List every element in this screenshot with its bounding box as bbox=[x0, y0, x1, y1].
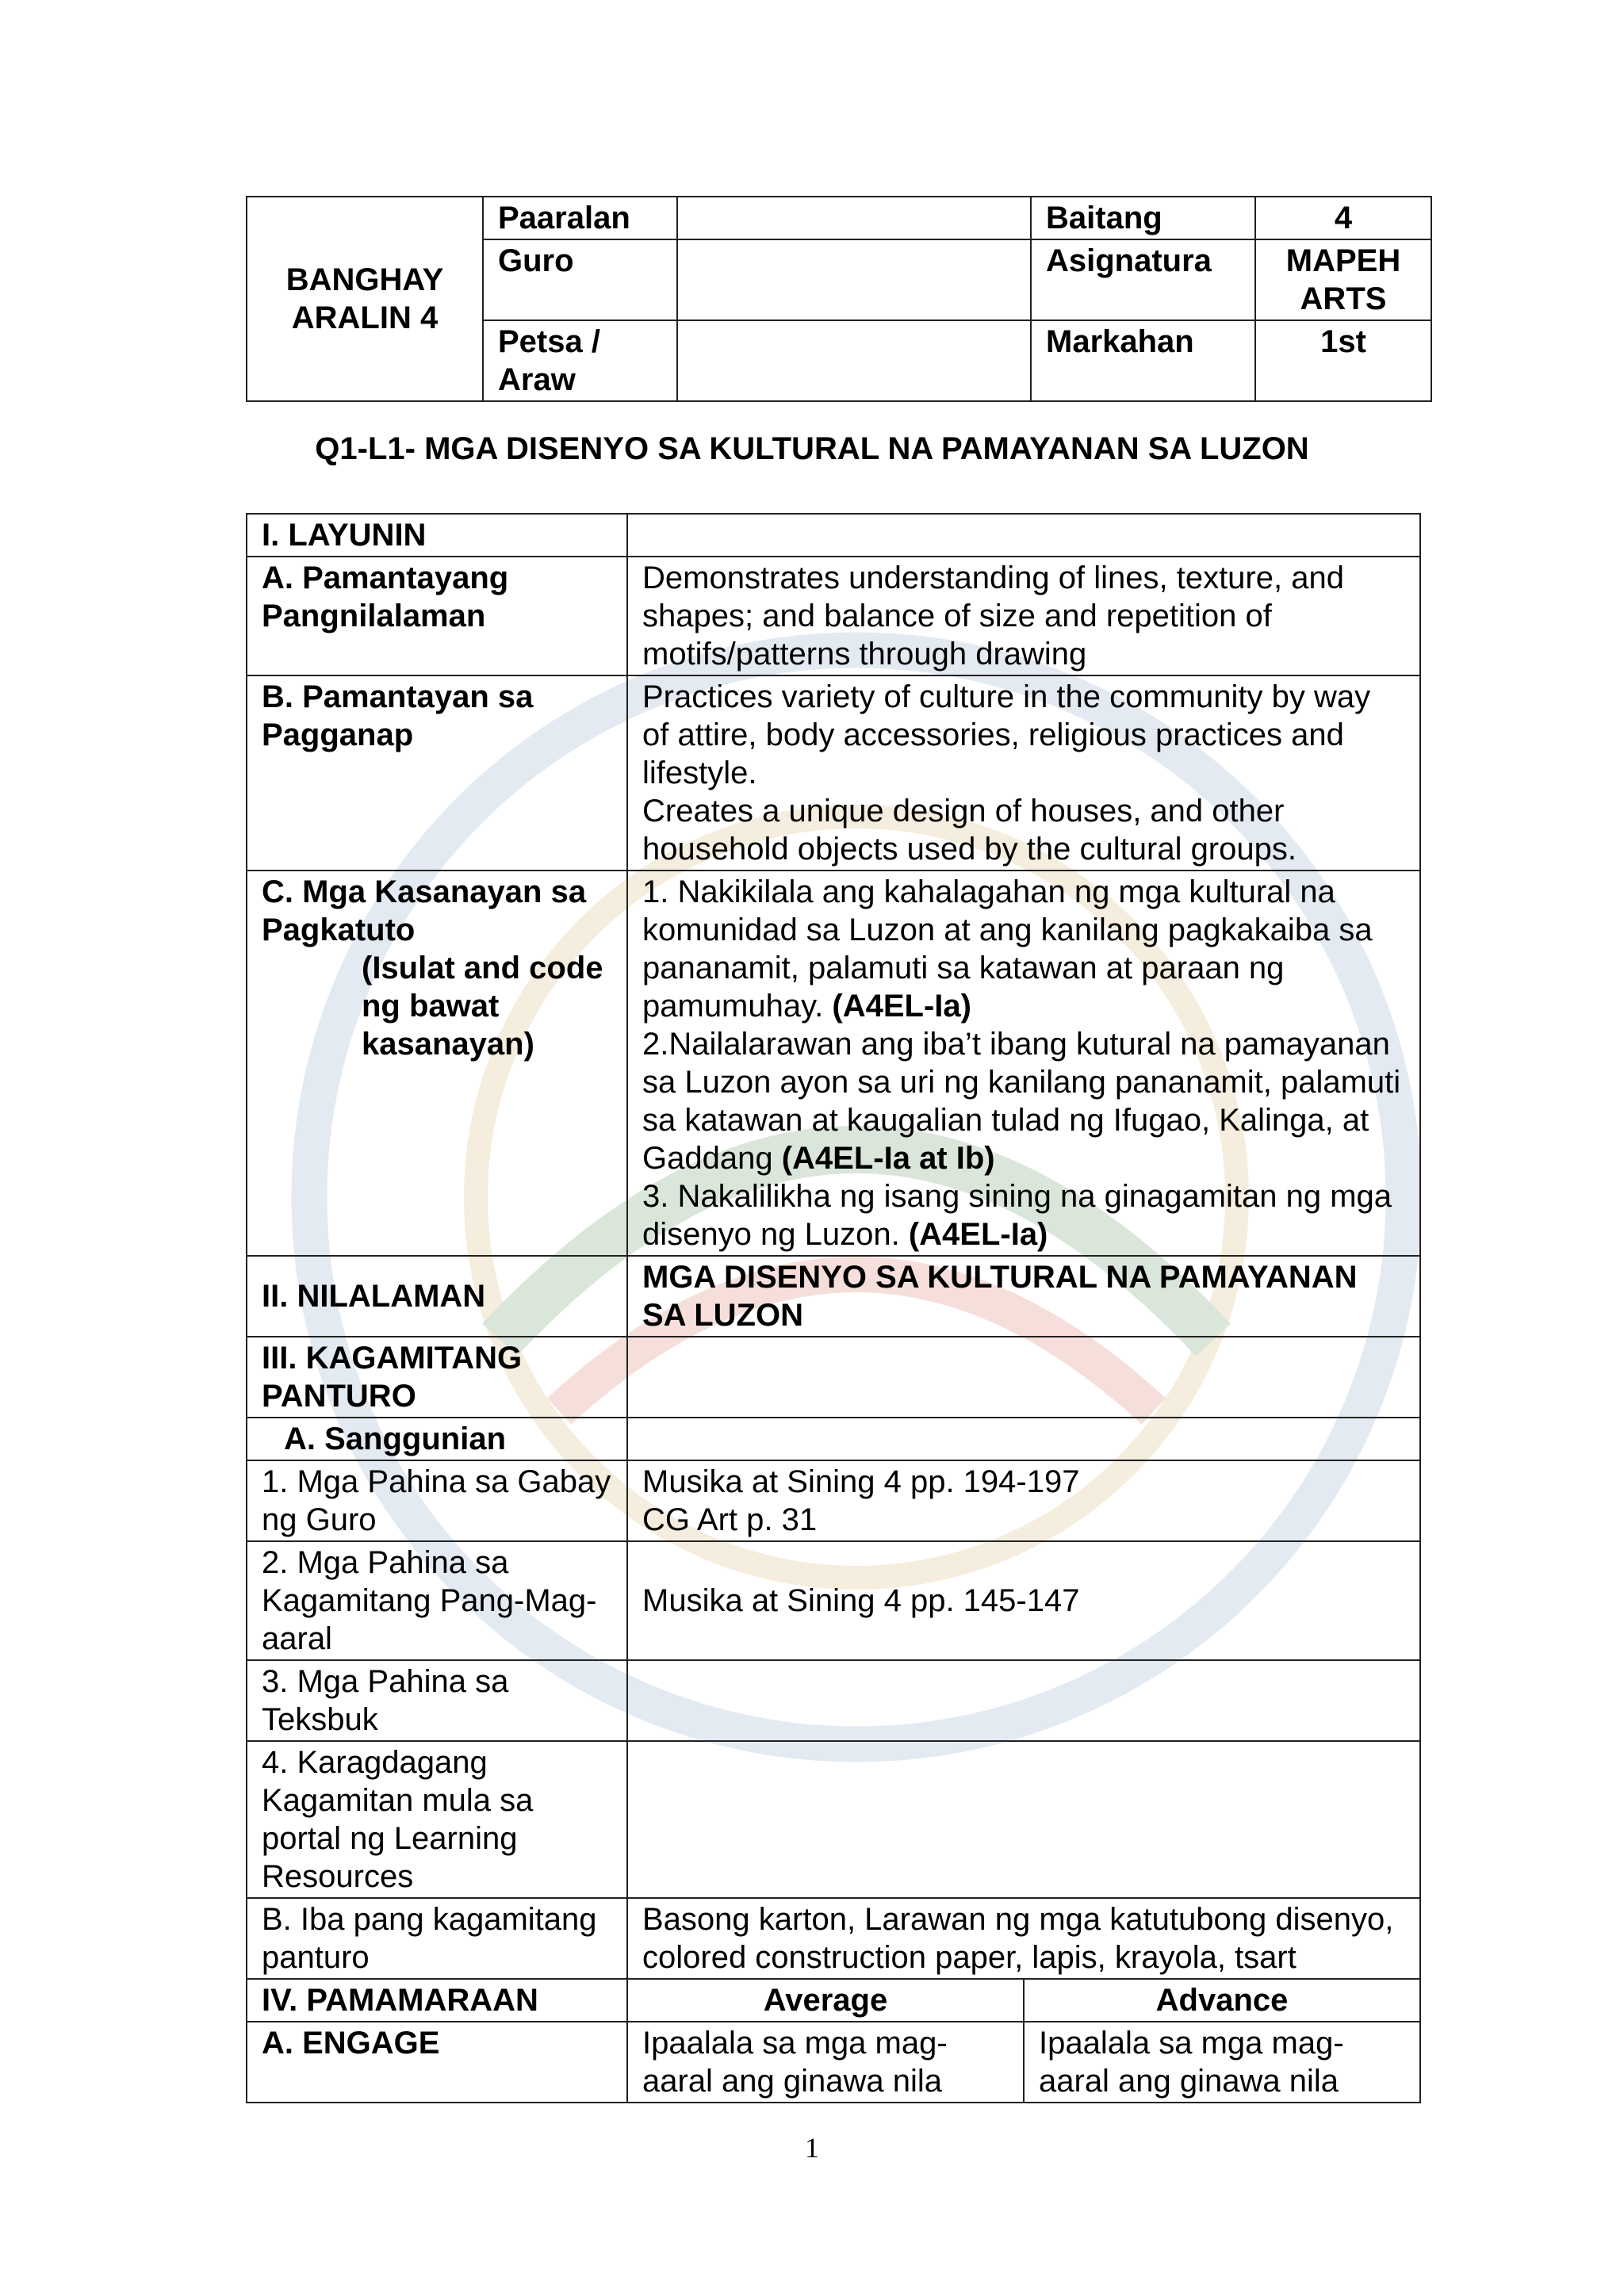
teksbuk-value bbox=[627, 1660, 1420, 1741]
grade-value: 4 bbox=[1255, 197, 1431, 239]
kasanayan-label bbox=[247, 871, 627, 1256]
kasanayan-item-1-text: 1. Nakikilala ang kahalagahan ng mga kultural na komunidad sa Luzon at ang kanilang pagkakaiba sa pananamit, palamuti sa katawan at paraan ng pamumuhay. bbox=[642, 874, 1373, 1024]
quarter-label: Markahan bbox=[1031, 320, 1255, 401]
pamantayan-sa-pagganap-text bbox=[627, 675, 1420, 871]
subject-label: Asignatura bbox=[1031, 239, 1255, 320]
kasanayan-item-1-code: (A4EL-Ia) bbox=[832, 989, 971, 1024]
pamantayang-pangnilalaman-text: Demonstrates understanding of lines, texture, and shapes; and balance of size and repetition of motifs/patterns through drawing bbox=[627, 557, 1420, 675]
lesson-plan-title: BANGHAY ARALIN 4 bbox=[247, 197, 483, 401]
kasanayan-item-2 bbox=[642, 1025, 1405, 1177]
quarter-value: 1st bbox=[1255, 320, 1431, 401]
page-number: 1 bbox=[805, 2132, 819, 2164]
average-column-header: Average bbox=[627, 1979, 1024, 2022]
kagamitang-pang-mag-aaral-label: 2. Mga Pahina sa Kagamitang Pang-Mag-aaral bbox=[247, 1541, 627, 1660]
kasanayan-label-main: C. Mga Kasanayan sa Pagkatuto bbox=[262, 874, 587, 947]
teacher-label: Guro bbox=[483, 239, 677, 320]
teksbuk-label: 3. Mga Pahina sa Teksbuk bbox=[247, 1660, 627, 1741]
gabay-ng-guro-value-1: Musika at Sining 4 pp. 194-197 bbox=[642, 1464, 1080, 1499]
learning-resources-value bbox=[627, 1741, 1420, 1898]
teacher-field[interactable] bbox=[677, 239, 1031, 320]
gabay-ng-guro-value-2: CG Art p. 31 bbox=[642, 1502, 818, 1537]
iba-pang-kagamitan-value: Basong karton, Larawan ng mga katutubong disenyo, colored construction paper, lapis, krayola, tsart bbox=[627, 1898, 1420, 1979]
kagamitang-pang-mag-aaral-value: Musika at Sining 4 pp. 145-147 bbox=[627, 1541, 1420, 1660]
kasanayan-item-1 bbox=[642, 873, 1405, 1025]
pamantayang-pangnilalaman-label: A. Pamantayang Pangnilalaman bbox=[247, 557, 627, 675]
kagamitang-panturo-heading: III. KAGAMITANG PANTURO bbox=[247, 1337, 627, 1418]
pagganap-text-1: Practices variety of culture in the community by way of attire, body accessories, religious practices and lifestyle. bbox=[642, 679, 1371, 790]
advance-column-header: Advance bbox=[1024, 1979, 1420, 2022]
date-label: Petsa / Araw bbox=[483, 320, 677, 401]
nilalaman-heading: II. NILALAMAN bbox=[247, 1256, 627, 1337]
layunin-value bbox=[627, 514, 1420, 557]
iba-pang-kagamitan-label: B. Iba pang kagamitang panturo bbox=[247, 1898, 627, 1979]
engage-label: A. ENGAGE bbox=[247, 2022, 627, 2103]
subject-value: MAPEH ARTS bbox=[1255, 239, 1431, 320]
pamamaraan-heading: IV. PAMAMARAAN bbox=[247, 1979, 627, 2022]
kasanayan-item-2-text: 2.Nailalarawan ang iba’t ibang kutural na pamayanan sa Luzon ayon sa uri ng kanilang pananamit, palamuti sa katawan at kaugalian tulad ng Ifugao, Kalinga, at Gaddang bbox=[642, 1027, 1401, 1176]
kagamitang-panturo-value bbox=[627, 1337, 1420, 1418]
header-table bbox=[246, 196, 1432, 402]
kasanayan-item-3 bbox=[642, 1177, 1405, 1253]
engage-advance-text: Ipaalala sa mga mag-aaral ang ginawa nila bbox=[1024, 2022, 1420, 2103]
pamantayan-sa-pagganap-label: B. Pamantayan sa Pagganap bbox=[247, 675, 627, 871]
nilalaman-value: MGA DISENYO SA KULTURAL NA PAMAYANAN SA LUZON bbox=[627, 1256, 1420, 1337]
lesson-plan-table bbox=[246, 513, 1421, 2103]
learning-resources-label: 4. Karagdagang Kagamitan mula sa portal ng Learning Resources bbox=[247, 1741, 627, 1898]
kasanayan-label-sub: (Isulat and code ng bawat kasanayan) bbox=[362, 951, 603, 1062]
gabay-ng-guro-value bbox=[627, 1460, 1420, 1541]
kasanayan-item-3-text: 3. Nakalilikha ng isang sining na ginagamitan ng mga disenyo ng Luzon. bbox=[642, 1179, 1392, 1252]
sanggunian-heading: A. Sanggunian bbox=[247, 1418, 627, 1460]
pagganap-text-2: Creates a unique design of houses, and other household objects used by the cultural groups. bbox=[642, 794, 1297, 867]
layunin-heading: I. LAYUNIN bbox=[247, 514, 627, 557]
lesson-title: Q1-L1- MGA DISENYO SA KULTURAL NA PAMAYANAN SA LUZON bbox=[315, 431, 1309, 466]
engage-average-text: Ipaalala sa mga mag-aaral ang ginawa nila bbox=[627, 2022, 1024, 2103]
gabay-ng-guro-label: 1. Mga Pahina sa Gabay ng Guro bbox=[247, 1460, 627, 1541]
kasanayan-list bbox=[627, 871, 1420, 1256]
school-field[interactable] bbox=[677, 197, 1031, 239]
date-field[interactable] bbox=[677, 320, 1031, 401]
school-label: Paaralan bbox=[483, 197, 677, 239]
kasanayan-item-3-code: (A4EL-Ia) bbox=[908, 1217, 1048, 1252]
sanggunian-value bbox=[627, 1418, 1420, 1460]
grade-label: Baitang bbox=[1031, 197, 1255, 239]
kasanayan-item-2-code: (A4EL-Ia at Ib) bbox=[781, 1141, 995, 1176]
